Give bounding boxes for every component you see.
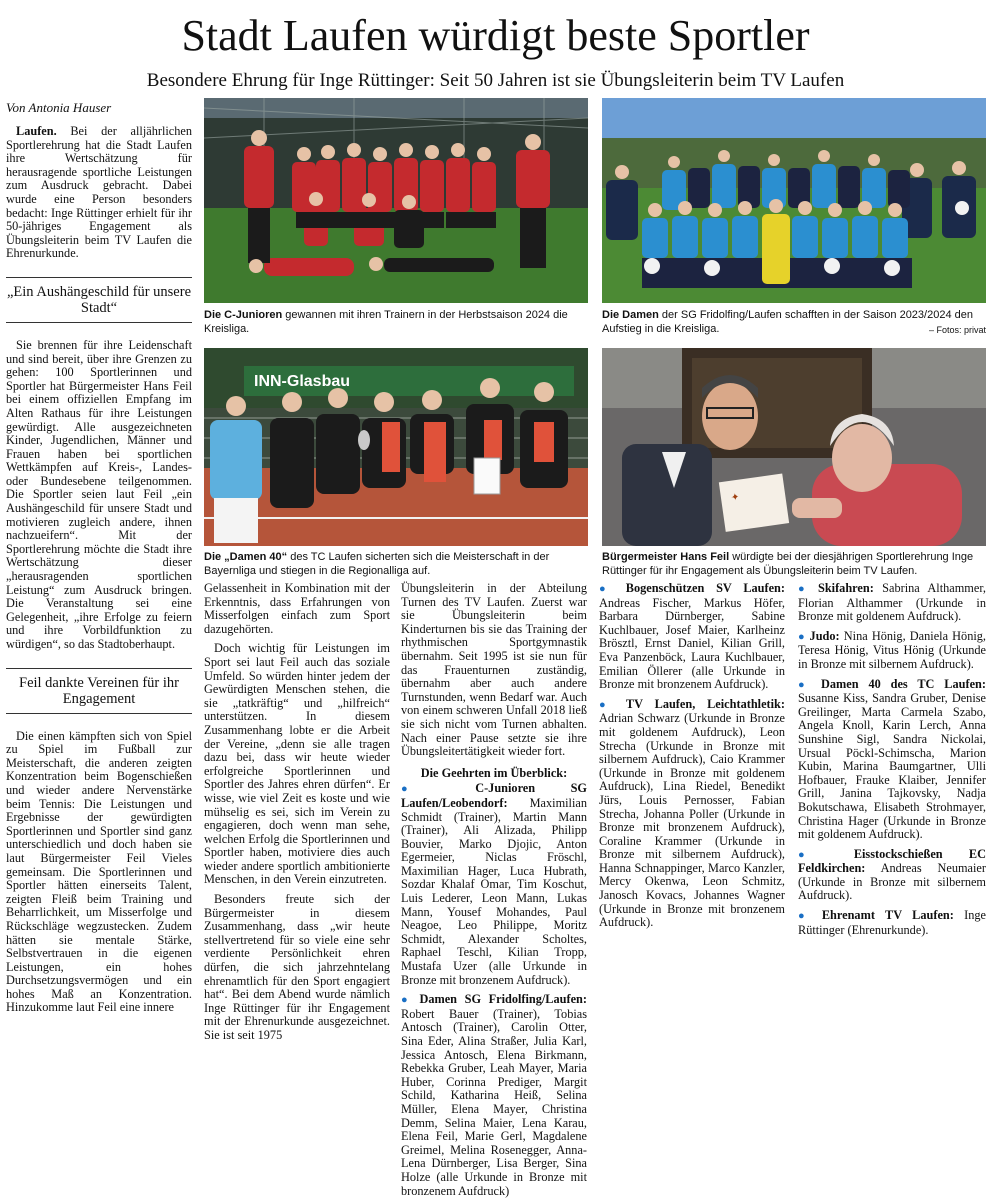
- caption-buergermeister: [602, 550, 986, 578]
- crosshead-1: „Ein Aushängeschild für unsere Stadt“: [6, 277, 192, 323]
- subheadline: Besondere Ehrung für Inge Rüttinger: Seit 50 Jahren ist sie Übungsleiterin beim TV Laufen: [146, 70, 845, 91]
- caption-c-junioren: [204, 308, 588, 336]
- honoree-entry: [798, 630, 986, 672]
- honoree-names: Susanne Kiss, Sandra Gruber, Denise Greilinger, Marta Carmela Szabo, Angela Knoll, Karin Lerch, Anna Sunshine Sigl, Sandra Nickolai, Ursual Pöckl-Schimscha, Marion Kubin, Marina Baumgartner, Ulli Hofbauer, Frauke Klaiber, Jennifer Grill, Janina Tajkovsky, Nadja Bokutschawa, Elisabeth Strohmayer, Christina Hager (Urkunde in Bronze mit goldenem Aufdruck).: [798, 691, 986, 842]
- caption-damen-40: [204, 550, 588, 578]
- honoree-names: Nina Hönig, Daniela Hönig, Teresa Hönig, Vitus Hönig (Urkunde in Bronze mit silbernem Aufdruck).: [798, 628, 986, 671]
- article-column-5: [798, 582, 986, 937]
- photo-credit: – Fotos: privat: [929, 325, 987, 335]
- paragraph-col2-c: Besonders freute sich der Bürgermeister in diesem Zusammenhang, dass „wir heute stellvertretend für so viele eine sehr verdiente Persönlichkeit ehren dürfen, die sich jahrzehntelang ehrenamtlich für den Sport engagiert hat“. Bei dem Abend wurde nämlich Inge Rüttinger für ihr Engagement mit der Ehrenurkunde ausgezeichnet. Sie ist seit 1975: [204, 892, 390, 1042]
- honoree-entry: [401, 782, 587, 987]
- bullet-icon: ●: [798, 848, 854, 861]
- lead-text: Bei der alljährlichen Sportlerehrung hat die Stadt Laufen ihre Wertschätzung für herausragende sportliche Leistungen zum Ausdruck gebracht. Dabei wurde eine Person besonders bedacht: Inge Rüttinger erhielt für ihr 50-jähriges Engagement als Übungsleiterin beim TV Laufen die Ehrenurkunde.: [6, 124, 192, 261]
- bullet-icon: ●: [798, 678, 821, 691]
- bullet-icon: ●: [798, 910, 822, 923]
- article-column-2: [204, 582, 390, 1043]
- honoree-team: Damen SG Fridolfing/Laufen:: [419, 992, 587, 1007]
- caption-bold: Die C-Junioren: [204, 309, 283, 321]
- caption-bold: Bürgermeister Hans Feil: [602, 551, 730, 563]
- article-column-3: [401, 582, 587, 1198]
- caption-bold: Die „Damen 40“: [204, 551, 288, 563]
- paragraph-2: Sie brennen für ihre Leidenschaft und sind bereit, über ihre Grenzen zu gehen: 100 Sportlerinnen und Sportler hat Bürgermeister Hans Feil bei einem offiziellen Empfang im Alten Rathaus für ihre Leistungen gewürdigt. Alle ausgezeichneten Kinder, Jugendlichen, Männer und Frauen haben bei sportlichen Wettkämpfen auf Kreis-, Landes- oder Bundesebene teilgenommen. Die Sportler seien laut Feil „ein Aushängeschild für unsere Stadt und motivieren zugleich andere, ihnen nachzueifern“. Mit der Sportlerehrung möchte die Stadt ihre Wertschätzung dieser „herausragenden sportlichen Leistung“ zum Ausdruck bringen. Die Veranstaltung sei eine Gelegenheit, „ihre Erfolge zu feiern und ihre Vorbildfunktion zu würdigen“, so das Stadtoberhaupt.: [6, 337, 192, 651]
- paragraph-col3-a: Übungsleiterin in der Abteilung Turnen des TV Laufen. Zuerst war sie Übungsleiterin beim Kinderturnen bis sie das Training der rhythmischen Sportgymnastik übernahm. Seit 1995 ist sie nun für das Frauenturnen zuständig, übernahm aber auch andere Turnstunden, wenn Bedarf war. Auch von einem schweren Unfall 2018 ließ sie sich nicht vom Turnen abhalten. Nach einer Pause setzte sie ihre Übungsleitertätigkeit wieder fort.: [401, 581, 587, 759]
- bullet-icon: ●: [401, 783, 476, 796]
- paragraph-col2-a: Gelassenheit in Kombination mit der Erkenntnis, dass Erfahrungen von Misserfolgen einfach zum Sport dazugehörten.: [204, 581, 390, 636]
- dateline: Laufen.: [16, 124, 57, 138]
- caption-text: der SG Fridolfing/Laufen schafften in der Saison 2023/2024 den Aufstieg in die Kreisliga.: [602, 309, 973, 335]
- honoree-names: Andreas Fischer, Markus Höfer, Barbara Dürnberger, Sabine Kuchlbauer, Josef Maier, Karlheinz Brösztl, Ernst Daniel, Kilian Grill, Eva Panzenböck, Laura Kuchlbauer, Emilian Öllerer (alle Urkunde in Bronze mit bronzenem Aufdruck).: [599, 595, 785, 692]
- bullet-icon: ●: [401, 994, 420, 1007]
- honoree-team: TV Laufen, Leichtathletik:: [625, 696, 785, 711]
- svg-text:✦: ✦: [730, 491, 741, 504]
- sponsor-banner: INN-Glasbau: [254, 373, 351, 390]
- bullet-icon: ●: [798, 583, 818, 595]
- honoree-team: Damen 40 des TC Laufen:: [821, 676, 986, 691]
- honoree-entry: [599, 582, 785, 692]
- honoree-names: Robert Bauer (Trainer), Tobias Antosch (Trainer), Carolin Otter, Sina Eder, Alina Straßer, Julia Karl, Jessica Antosch, Elena Birkmann, Rebekka Gruber, Leah Mayer, Maria Huber, Corinna Prediger, Margit Schild, Katharina Heiß, Selina Müller, Elena Mayer, Christina Demm, Selina Maier, Lena Karau, Elena Feil, Marie Gerl, Magdalene Greimel, Melina Rosenegger, Anna-Lena Dürnberger, Lisa Berger, Sina Holze (alle Urkunde in Bronze mit bronzenem Aufdruck): [401, 1006, 587, 1198]
- paragraph-col2-b: Doch wichtig für Leistungen im Sport sei laut Feil auch das soziale Umfeld. So würden hinter jedem der Gewürdigten Menschen stehen, die sie „tatkräftig“ und „hilfreich“ unterstützen. In diesem Zusammenhang lobte er die Arbeit der Vereine, „denn sie alle tragen dazu bei, dass wir heute wieder erfolgreiche Sportlerinnen und Sportler des Jahres ehren dürfen“. Er wisse, wie viel Zeit es koste und wie mühselig es sei, sich im Verein zu engagieren, doch wenn man sehe, welchen Erfolg die Sportlerinnen und Sportler haben, motiviere dies auch wieder andere sportlich ambitionierte Menschen, in den Verein einzutreten.: [204, 641, 390, 887]
- photo-buergermeister: [602, 348, 986, 546]
- honoree-names: Andreas Neumaier (Urkunde in Bronze mit silbernem Aufdruck).: [798, 861, 986, 903]
- honoree-team: Eisstockschießen EC Feldkirchen:: [798, 846, 986, 876]
- honoree-names: Inge Rüttinger (Ehrenurkunde).: [798, 908, 986, 937]
- caption-bold: Die Damen: [602, 309, 659, 321]
- bullet-icon: ●: [599, 583, 626, 595]
- honoree-names: Sabrina Althammer, Florian Althammer (Urkunde in Bronze mit goldenem Aufdruck).: [798, 581, 986, 624]
- honoree-entry: [798, 582, 986, 624]
- photo-damen-fridolfing: [602, 98, 986, 303]
- headline: Stadt Laufen würdigt beste Sportler: [181, 11, 810, 60]
- lead-paragraph: [6, 125, 192, 261]
- caption-text: würdigte bei der diesjährigen Sportlerehrung Inge Rüttinger für ihr Engagement als Übungsleiterin beim TV Laufen.: [602, 551, 974, 577]
- article-column-4: [599, 582, 785, 930]
- bullet-icon: ●: [798, 630, 810, 643]
- crosshead-2: Feil dankte Vereinen für ihr Engagement: [6, 668, 192, 714]
- article-column-1: [6, 125, 192, 1015]
- honoree-entry: [798, 909, 986, 937]
- honoree-names: Maximilian Schmidt (Trainer), Martin Mann (Trainer), Ali Alizada, Philipp Bouvier, Marko Djojic, Anton Egermeier, Niclas Fröschl, Maximilian Hager, Luca Hubrath, Sozdar Khalaf Omar, Tim Koschut, Luis Lederer, Leon Mann, Lukas Mann, Yousef Mohandes, Paul Neagoe, Leo Philippe, Moritz Schmidt, Alexander Scholtes, Raphael Teschl, Kilian Tropp, Mustafa Uzer (alle Urkunde in Bronze mit bronzenem Aufdruck).: [401, 795, 587, 987]
- honoree-entry: [599, 698, 785, 930]
- caption-text: gewannen mit ihren Trainern in der Herbstsaison 2024 die Kreisliga.: [204, 309, 568, 335]
- honoree-entry: [798, 848, 986, 903]
- honoree-names: Adrian Schwarz (Urkunde in Bronze mit goldenem Aufdruck), Leon Strecha (Urkunde in Bronze mit silbernem Aufdruck), Caio Krammer (Urkunde in Bronze mit goldenem Aufdruck), Lina Riedel, Benedikt Jürs, Louis Pernosser, Fabian Strecha, Johanna Poller (Urkunde in Bronze mit bronzenem Aufdruck), Coraline Krammer (Urkunde in Bronze mit silbernem Aufdruck), Hanna Schnappinger, Marco Kanzler, Mercy Okenwa, Leon Schmitz, Janosch Kovacs, Johannes Wagner (Urkunde in Bronze mit bronzenem Aufdruck).: [599, 711, 785, 930]
- honoree-team: Ehrenamt TV Laufen:: [821, 908, 954, 923]
- honoree-team: Judo:: [809, 628, 840, 643]
- honoree-entry: [401, 993, 587, 1198]
- honoree-entry: [798, 678, 986, 842]
- honoree-team: C-Junioren SG Laufen/Leobendorf:: [401, 781, 587, 810]
- honoree-team: Skifahren:: [817, 581, 874, 595]
- bullet-icon: ●: [599, 698, 626, 711]
- photo-damen-40-tc: [204, 348, 588, 546]
- honoree-team: Bogenschützen SV Laufen:: [625, 581, 785, 595]
- honorees-title: Die Geehrten im Überblick:: [420, 765, 568, 780]
- byline: Von Antonia Hauser: [6, 100, 112, 115]
- paragraph-3: Die einen kämpften sich von Spiel zu Spiel im Fußball zur Meisterschaft, die anderen zeigten Konzentration beim Bogenschießen und wieder andere Nervenstärke beim Tennis: Die Leistungen und Ergebnisse der gewürdigten Sportlerinnen und Sportler sind ganz unterschiedlich und doch haben sie laut Bürgermeister Feil Vieles gemeinsam. Die Sportlerinnen und Sportler hätten einerseits Talent, zeigten Fleiß beim Training und Beharrlichkeit, um Misserfolge und Rückschläge wegzustecken. Zudem hätten sie mentale Stärke, Selbstvertrauen in die eigenen Leistungen, ein hohes Durchsetzungsvermögen und ein hohes Maß an Konzentration. Hinzukomme laut Feil eine innere: [6, 728, 192, 1015]
- caption-text: des TC Laufen sicherten sich die Meisterschaft in der Bayernliga und stiegen in die Regionalliga auf.: [204, 551, 550, 577]
- photo-c-junioren: [204, 98, 588, 303]
